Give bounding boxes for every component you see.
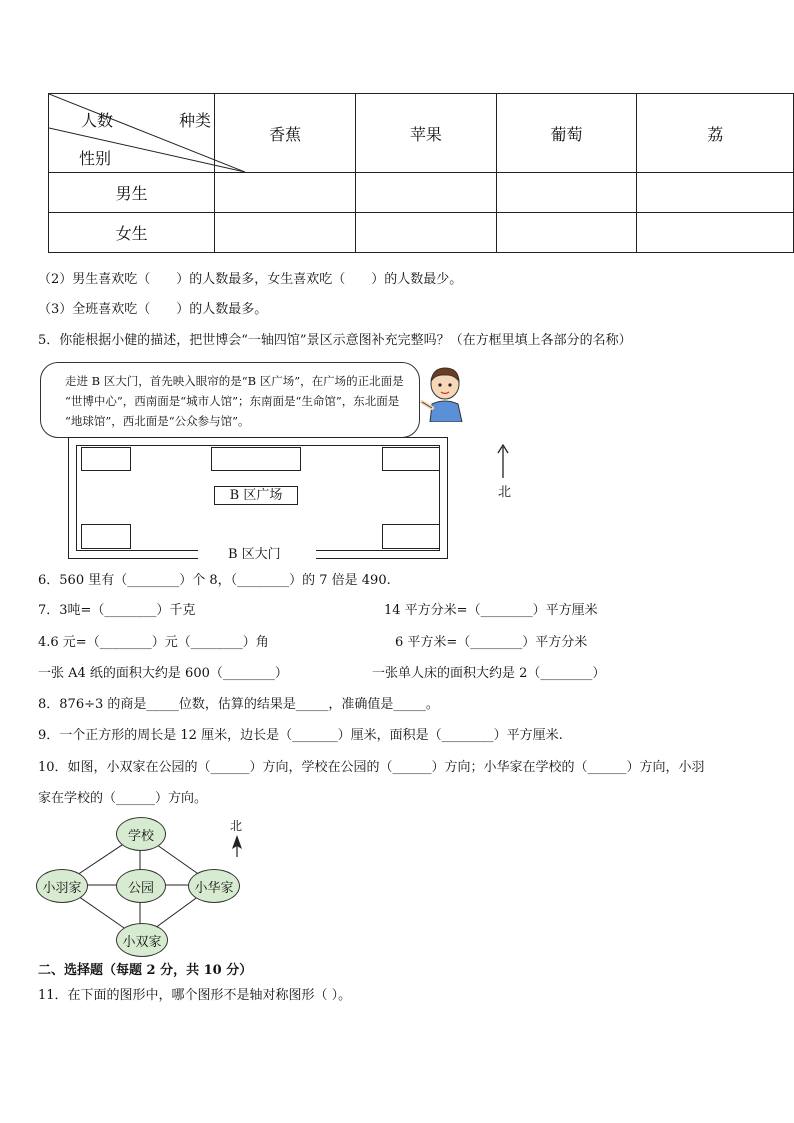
table-corner-cell — [49, 94, 215, 173]
gate-label: B 区大门 — [228, 547, 281, 562]
column-header: 荔 — [637, 94, 794, 173]
node-xiaohua-home: 小华家 — [188, 869, 240, 903]
table-header-row — [49, 94, 794, 173]
q7-e: 一张 A4 纸的面积大约是 600（________） — [38, 666, 288, 681]
direction-diagram — [34, 815, 264, 958]
speech-line: “地球馆”，西北面是“公众参与馆”。 — [65, 414, 250, 428]
plaza-label: B 区广场 — [214, 486, 298, 505]
header-count-label: 人数 — [81, 111, 114, 130]
node-park: 公园 — [116, 869, 166, 903]
section-heading: 二、选择题（每题 2 分，共 10 分） — [38, 963, 253, 978]
table-row — [49, 213, 794, 253]
q7-b: 14 平方分米=（________）平方厘米 — [384, 603, 598, 618]
row-label: 女生 — [49, 213, 215, 253]
column-header: 葡萄 — [496, 94, 637, 173]
table-cell[interactable] — [215, 173, 356, 213]
map-slot-southeast[interactable] — [382, 524, 440, 549]
survey-table — [48, 93, 794, 253]
map-slot-southwest[interactable] — [81, 524, 131, 549]
column-header: 苹果 — [356, 94, 497, 173]
header-category-label: 种类 — [179, 111, 212, 130]
speech-text — [65, 371, 404, 431]
table-cell[interactable] — [356, 173, 497, 213]
q8-text: 8．876÷3 的商是_____位数，估算的结果是_____，准确值是_____。 — [38, 697, 439, 712]
table-cell[interactable] — [356, 213, 497, 253]
map-slot-northwest[interactable] — [81, 447, 131, 471]
north-arrow-icon — [496, 444, 510, 478]
boy-avatar-icon — [420, 364, 466, 422]
zone-map — [68, 437, 448, 562]
map-slot-northeast[interactable] — [382, 447, 440, 471]
speech-line: “世博中心”，西南面是“城市人馆”；东南面是“生命馆”，东北面是 — [65, 394, 400, 408]
table-cell[interactable] — [496, 173, 637, 213]
q10-line2: 家在学校的（______）方向。 — [38, 791, 208, 806]
q7-a: 7．3吨=（________）千克 — [38, 603, 196, 618]
q7-c: 4.6 元=（________）元（________）角 — [38, 635, 269, 650]
speech-bubble — [40, 362, 420, 438]
diagram-north-arrow-icon — [231, 835, 243, 857]
q7-f: 一张单人床的面积大约是 2（________） — [372, 666, 606, 681]
table-cell[interactable] — [215, 213, 356, 253]
node-school: 学校 — [116, 817, 166, 851]
q5-prompt: 5．你能根据小健的描述，把世博会“一轴四馆”景区示意图补充完整吗？（在方框里填上各部分的名称） — [38, 333, 632, 348]
table-cell[interactable] — [496, 213, 637, 253]
header-gender-label: 性别 — [79, 149, 112, 168]
column-header: 香蕉 — [215, 94, 356, 173]
diagram-north-label: 北 — [230, 819, 243, 833]
table-row — [49, 173, 794, 213]
q4-sub3: （3）全班喜欢吃（ ）的人数最多。 — [38, 302, 268, 317]
map-slot-north[interactable] — [211, 447, 301, 471]
q4-sub2: （2）男生喜欢吃（ ）的人数最多，女生喜欢吃（ ）的人数最少。 — [38, 272, 463, 287]
row-label: 男生 — [49, 173, 215, 213]
map-north-label: 北 — [498, 485, 512, 500]
speech-line: 走进 B 区大门，首先映入眼帘的是“B 区广场”，在广场的正北面是 — [65, 374, 404, 388]
node-xiaoyu-home: 小羽家 — [36, 869, 88, 903]
q11-text: 11．在下面的图形中，哪个图形不是轴对称图形（ ）。 — [38, 988, 352, 1003]
node-xiaoshuang-home: 小双家 — [116, 923, 168, 957]
q7-d: 6 平方米=（________）平方分米 — [395, 635, 588, 650]
table-cell[interactable] — [637, 173, 794, 213]
q6-text: 6．560 里有（________）个 8，（________）的 7 倍是 490. — [38, 573, 391, 588]
q9-text: 9．一个正方形的周长是 12 厘米，边长是（_______）厘米，面积是（________）平方厘米. — [38, 728, 563, 743]
table-cell[interactable] — [637, 213, 794, 253]
q10-line1: 10．如图，小双家在公园的（______）方向，学校在公园的（______）方向；小华家在学校的（______）方向，小羽 — [38, 760, 705, 775]
